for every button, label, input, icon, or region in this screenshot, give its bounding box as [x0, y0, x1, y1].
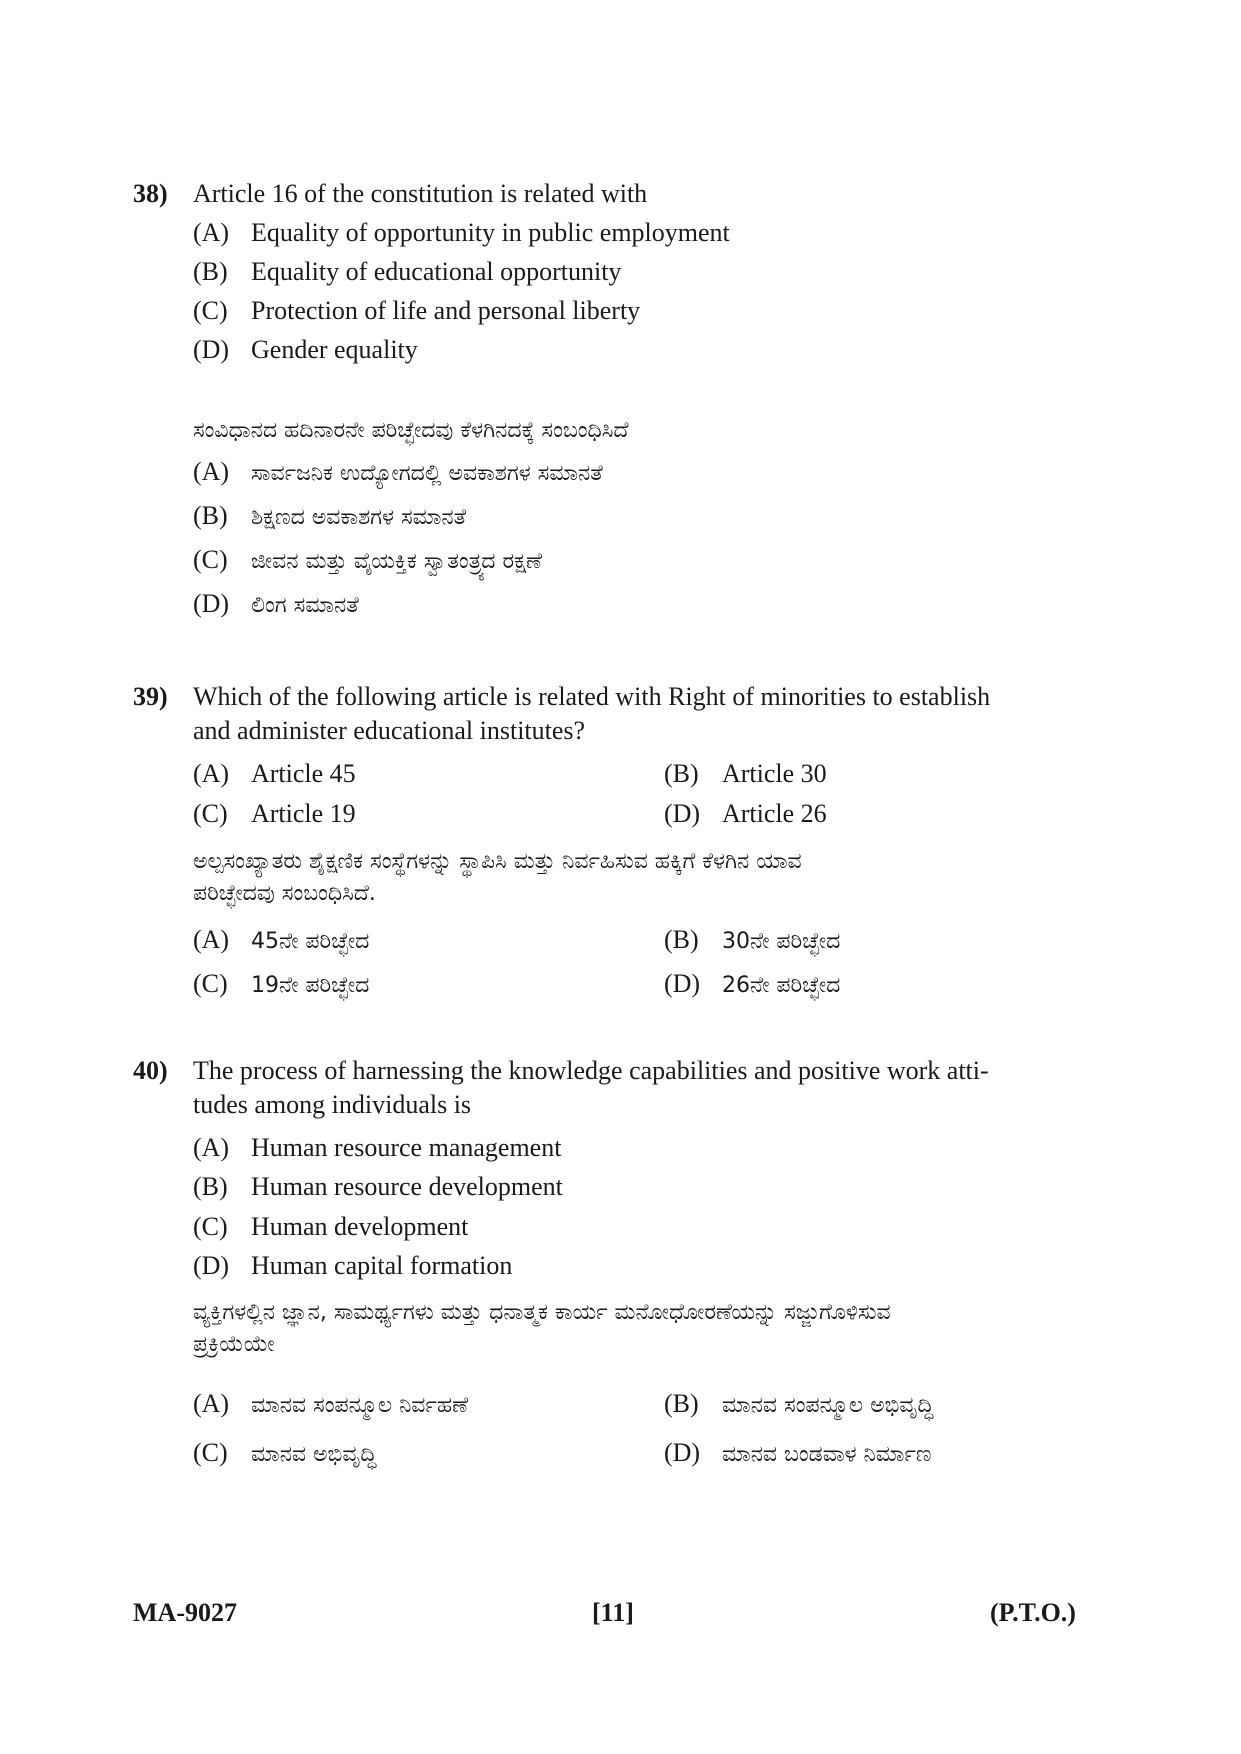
- option-d: (D) Article 26: [664, 799, 827, 828]
- option-b-kannada: (B) ಶಿಕ್ಷಣದ ಅವಕಾಶಗಳ ಸಮಾನತೆ: [193, 501, 467, 530]
- option-a: (A) Human resource management: [193, 1133, 562, 1162]
- question-stem-kannada-line-1: ವ್ಯಕ್ತಿಗಳಲ್ಲಿನ ಜ್ಞಾನ, ಸಾಮರ್ಥ್ಯಗಳು ಮತ್ತು ಧನಾತ್ಮಕ ಕಾರ್ಯ ಮನೋಧೋರಣೆಯನ್ನು ಸಜ್ಜುಗೊಳಿಸುವ: [193, 1300, 891, 1325]
- option-c: (C) Human development: [193, 1212, 469, 1241]
- option-a-kannada: (A) ಮಾನವ ಸಂಪನ್ಮೂಲ ನಿರ್ವಹಣೆ: [193, 1389, 469, 1418]
- option-b-kannada: (B) 30ನೇ ಪರಿಚ್ಛೇದ: [664, 925, 841, 954]
- option-d: (D) Gender equality: [193, 335, 418, 364]
- option-c: (C) Protection of life and personal liberty: [193, 296, 641, 325]
- option-d-kannada: (D) ಲಿಂಗ ಸಮಾನತೆ: [193, 589, 359, 618]
- option-d: (D) Human capital formation: [193, 1251, 513, 1280]
- question-stem-kannada-line-2: ಪರಿಚ್ಛೇದವು ಸಂಬಂಧಿಸಿದೆ.: [193, 881, 376, 906]
- option-c: (C) Article 19: [193, 799, 356, 828]
- page-number: [11]: [592, 1598, 634, 1627]
- question-number: 40): [133, 1056, 168, 1085]
- option-a-kannada: (A) 45ನೇ ಪರಿಚ್ಛೇದ: [193, 925, 370, 954]
- please-turn-over: (P.T.O.): [990, 1598, 1076, 1627]
- paper-code: MA-9027: [133, 1598, 237, 1627]
- option-c-kannada: (C) ಮಾನವ ಅಭಿವೃದ್ಧಿ: [193, 1438, 377, 1467]
- option-c-kannada: (C) 19ನೇ ಪರಿಚ್ಛೇದ: [193, 969, 370, 998]
- question-stem-line-1: The process of harnessing the knowledge capabilities and positive work atti-: [193, 1056, 989, 1085]
- option-a: (A) Article 45: [193, 759, 356, 788]
- question-stem-line-1: Which of the following article is related with Right of minorities to establish: [193, 682, 991, 711]
- option-a-kannada: (A) ಸಾರ್ವಜನಿಕ ಉದ್ಯೋಗದಲ್ಲಿ ಅವಕಾಶಗಳ ಸಮಾನತೆ: [193, 457, 603, 486]
- option-d-kannada: (D) ಮಾನವ ಬಂಡವಾಳ ನಿರ್ಮಾಣ: [664, 1438, 932, 1467]
- option-a: (A) Equality of opportunity in public employment: [193, 218, 730, 247]
- question-stem: Article 16 of the constitution is related with: [193, 179, 648, 208]
- question-number: 39): [133, 682, 168, 711]
- question-stem-line-2: tudes among individuals is: [193, 1090, 472, 1119]
- option-b: (B) Human resource development: [193, 1172, 563, 1201]
- question-stem-kannada-line-1: ಅಲ್ಪಸಂಖ್ಯಾತರು ಶೈಕ್ಷಣಿಕ ಸಂಸ್ಥೆಗಳನ್ನು ಸ್ಥಾಪಿಸಿ ಮತ್ತು ನಿರ್ವಹಿಸುವ ಹಕ್ಕಿಗೆ ಕೆಳಗಿನ ಯಾವ: [193, 849, 802, 874]
- option-b: (B) Article 30: [664, 759, 827, 788]
- option-b-kannada: (B) ಮಾನವ ಸಂಪನ್ಮೂಲ ಅಭಿವೃದ್ಧಿ: [664, 1389, 934, 1418]
- question-stem-kannada: ಸಂವಿಧಾನದ ಹದಿನಾರನೇ ಪರಿಚ್ಛೇದವು ಕೆಳಗಿನದಕ್ಕೆ ಸಂಬಂಧಿಸಿದೆ: [193, 418, 629, 443]
- option-c-kannada: (C) ಜೀವನ ಮತ್ತು ವೈಯಕ್ತಿಕ ಸ್ವಾತಂತ್ರ್ಯದ ರಕ್ಷಣೆ: [193, 545, 543, 574]
- question-number: 38): [133, 179, 168, 208]
- question-stem-line-2: and administer educational institutes?: [193, 716, 586, 745]
- question-stem-kannada-line-2: ಪ್ರಕ್ರಿಯೆಯೇ: [193, 1332, 275, 1357]
- option-b: (B) Equality of educational opportunity: [193, 257, 622, 286]
- option-d-kannada: (D) 26ನೇ ಪರಿಚ್ಛೇದ: [664, 969, 841, 998]
